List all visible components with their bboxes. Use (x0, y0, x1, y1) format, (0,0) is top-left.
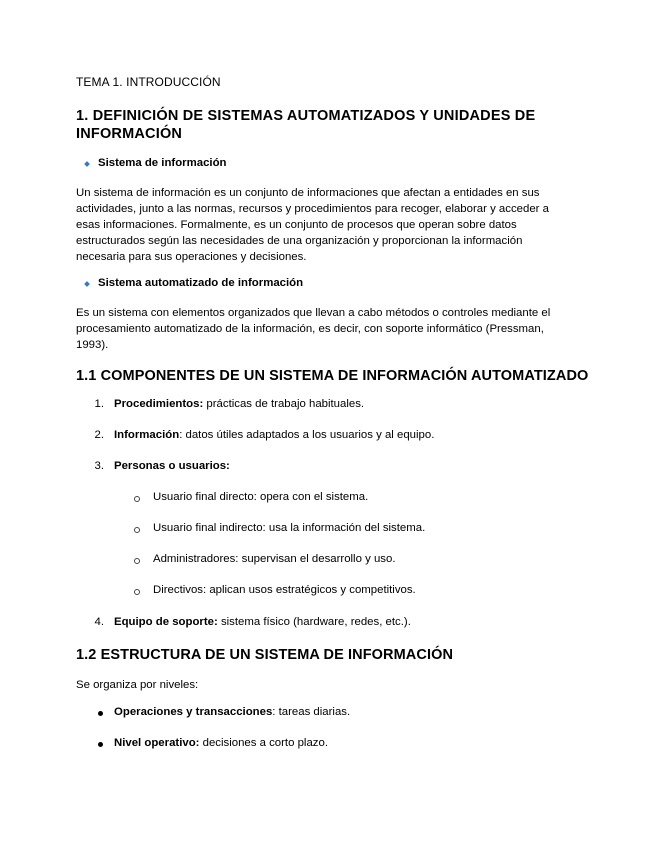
section-1-title-line-1: 1. DEFINICIÓN DE SISTEMAS AUTOMATIZADOS Y UNIDADES DE (76, 108, 536, 124)
numbered-item-informacion (114, 429, 434, 441)
paragraph-line: Un sistema de información es un conjunto de informaciones que afectan a entidades en sus (76, 187, 540, 199)
subitem-administradores: Administradores: supervisan el desarrollo y uso. (153, 553, 396, 565)
list-number: 1. (94, 398, 104, 410)
bullet-item-operaciones (114, 706, 350, 718)
numbered-item-procedimientos (114, 398, 364, 410)
item-label-bold: Personas o usuarios: (114, 460, 230, 472)
section-1-1-title: 1.1 COMPONENTES DE UN SISTEMA DE INFORMACIÓN AUTOMATIZADO (76, 368, 589, 384)
diamond-bullet-icon (84, 161, 90, 167)
item-text: sistema físico (hardware, redes, etc.). (217, 616, 411, 628)
paragraph-line: actividades, junto a las normas, recursos y procedimientos para recoger, elaborar y acceder a (76, 203, 549, 215)
numbered-item-personas (114, 460, 230, 472)
list-number: 3. (94, 460, 104, 472)
paragraph-sistema-informacion (76, 185, 576, 265)
item-text: decisiones a corto plazo. (199, 737, 328, 749)
subitem-usuario-directo: Usuario final directo: opera con el sistema. (153, 491, 369, 503)
circle-bullet-icon (134, 496, 140, 502)
item-text: : datos útiles adaptados a los usuarios y al equipo. (179, 429, 435, 441)
list-item-sistema-informacion (98, 157, 227, 169)
item-text: : tareas diarias. (272, 706, 351, 718)
circle-bullet-icon (134, 558, 140, 564)
bullet-item-nivel-operativo (114, 737, 328, 749)
list-number: 2. (94, 429, 104, 441)
section-1-2-intro: Se organiza por niveles: (76, 679, 199, 691)
disc-bullet-icon (98, 742, 103, 747)
paragraph-line: 1993). (76, 339, 109, 351)
paragraph-line: esas informaciones. Formalmente, es un conjunto de procesos que operan sobre datos (76, 219, 517, 231)
paragraph-line: estructurados según las necesidades de una organización y proporcionan la información (76, 235, 523, 247)
section-1-2-title: 1.2 ESTRUCTURA DE UN SISTEMA DE INFORMACIÓN (76, 647, 454, 663)
item-label-bold: Equipo de soporte: (114, 616, 218, 628)
section-1-title-line-2: INFORMACIÓN (76, 126, 183, 142)
list-number: 4. (94, 616, 104, 628)
paragraph-line: necesaria para sus operaciones y decisiones. (76, 251, 307, 263)
subitem-directivos: Directivos: aplican usos estratégicos y competitivos. (153, 584, 416, 596)
list-item-label: Sistema de información (98, 157, 227, 169)
section-1-title (76, 107, 546, 143)
circle-bullet-icon (134, 589, 140, 595)
numbered-item-equipo (114, 616, 411, 628)
item-text: prácticas de trabajo habituales. (203, 398, 365, 410)
disc-bullet-icon (98, 711, 103, 716)
circle-bullet-icon (134, 527, 140, 533)
subitem-usuario-indirecto: Usuario final indirecto: usa la información del sistema. (153, 522, 426, 534)
paragraph-sistema-automatizado (76, 305, 576, 353)
item-label-bold: Nivel operativo: (114, 737, 200, 749)
item-label-bold: Información (114, 429, 180, 441)
list-item-label: Sistema automatizado de información (98, 277, 304, 289)
list-item-sistema-automatizado (98, 277, 303, 289)
item-label-bold: Procedimientos: (114, 398, 204, 410)
topic-heading: TEMA 1. INTRODUCCIÓN (76, 75, 221, 89)
paragraph-line: procesamiento automatizado de la información, es decir, con soporte informático (Pressman, (76, 323, 544, 335)
item-label-bold: Operaciones y transacciones (114, 706, 273, 718)
paragraph-line: Es un sistema con elementos organizados que llevan a cabo métodos o controles mediante el (76, 307, 551, 319)
diamond-bullet-icon (84, 281, 90, 287)
